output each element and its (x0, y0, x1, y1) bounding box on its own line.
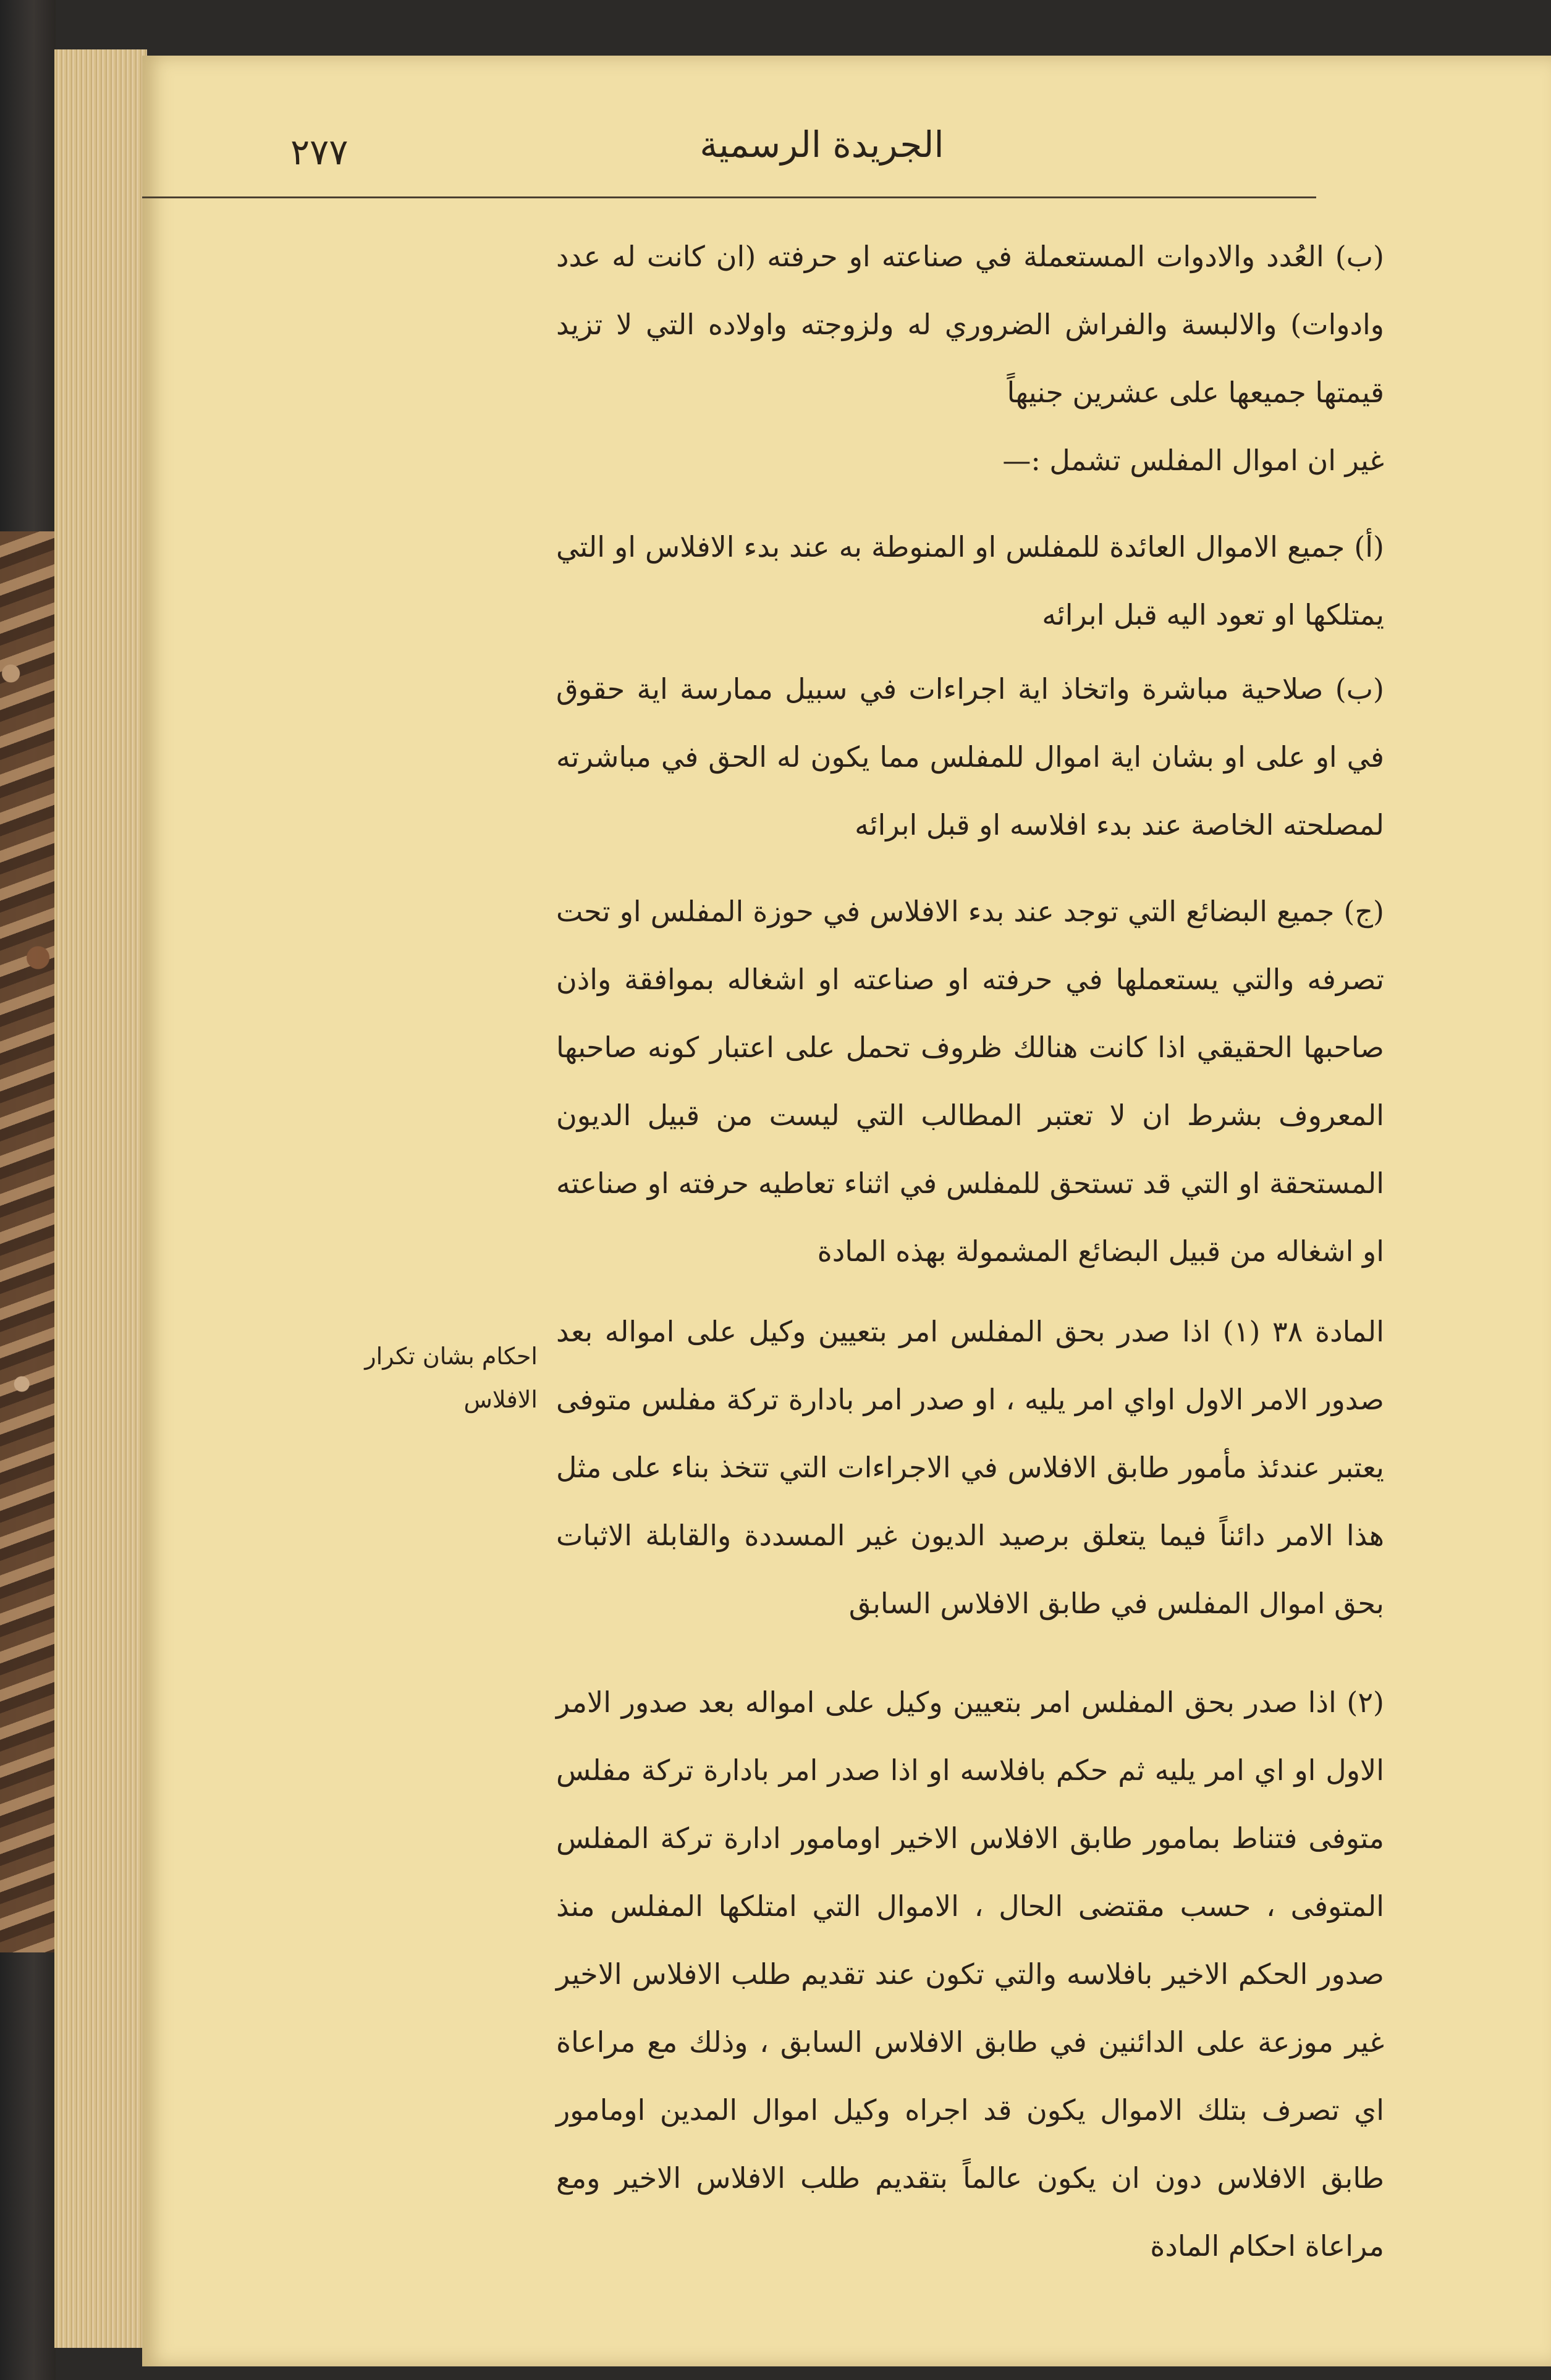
paragraph-intro: غير ان اموال المفلس تشمل :— (1002, 444, 1384, 477)
paragraph-a-property: (أ) جميع الاموال العائدة للمفلس او المنوطة به عند بدء الافلاس او التي يمتلكها او تعود اليه قبل ابرائه (556, 530, 1384, 631)
body-text-5 (556, 877, 1384, 1285)
header-rule (142, 196, 1316, 198)
body-text-1 (556, 222, 1384, 426)
paragraph-b-powers: (ب) صلاحية مباشرة واتخاذ اية اجراءات في سبيل ممارسة اية حقوق في او على او بشان اية اموال للمفلس مما يكون له الحق في مباشرته لمصلحته الخاصة عند بدء افلاسه او قبل ابرائه (556, 672, 1384, 842)
paragraph-article-38-2: (٢) اذا صدر بحق المفلس امر بتعيين وكيل على امواله بعد صدور الامر الاول او اي امر يليه ثم حكم بافلاسه او اذا صدر امر بادارة تركة مفلس متوفى فتناط بمامور طابق الافلاس الاخير اومامور ادارة تركة المفلس المتوفى ، حسب مقتضى الحال ، الاموال التي امتلكها المفلس منذ صدور الحكم الاخير بافلاسه والتي تكون عند تقديم طلب الافلاس الاخير غير موزعة على الدائنين في طابق الافلاس السابق ، وذلك مع مراعاة اي تصرف بتلك الاموال يكون قد اجراه وكيل اموال المدين اومامور طابق الافلاس دون ان يكون عالماً بتقديم طلب الافلاس الاخير ومع مراعاة احكام المادة (556, 1686, 1385, 2263)
body-text-3 (556, 513, 1384, 649)
page-stack-edge (54, 49, 147, 2348)
marbled-endpaper (0, 531, 54, 1952)
page-header-title: الجريدة الرسمية (699, 124, 944, 166)
margin-note: احكام بشان تكرار الافلاس (365, 1343, 538, 1413)
body-text-6 (556, 1298, 1384, 1637)
body-text-2 (556, 426, 1384, 494)
paragraph-c-goods: (ج) جميع البضائع التي توجد عند بدء الافلاس في حوزة المفلس او تحت تصرفه والتي يستعملها في حرفته او صناعته او اشغاله بموافقة واذن صاحبها الحقيقي اذا كانت هنالك ظروف تحمل على اعتبار كونه صاحبها المعروف بشرط ان لا تعتبر المطالب التي ليست من قبيل الديون المستحقة او التي قد تستحق للمفلس في اثناء تعاطيه حرفته او صناعته او اشغاله من قبيل البضائع المشمولة بهذه المادة (556, 895, 1384, 1268)
paragraph-article-38-1: المادة ٣٨ (١) اذا صدر بحق المفلس امر بتعيين وكيل على امواله بعد صدور الامر الاول اواي امر يليه ، او صدر امر بادارة تركة مفلس متوفى يعتبر عندئذ مأمور طابق الافلاس في الاجراءات التي تتخذ بناء على مثل هذا الامر دائناً فيما يتعلق برصيد الديون غير المسددة والقابلة الاثبات بحق اموال المفلس في طابق الافلاس السابق (556, 1315, 1384, 1620)
body-text-7 (556, 1668, 1384, 2280)
page-number: ٢٧٧ (290, 131, 349, 173)
paragraph-b-tools: (ب) العُدد والادوات المستعملة في صناعته او حرفته (ان كانت له عدد وادوات) والالبسة والفراش الضروري له ولزوجته واولاده التي لا تزيد قيمتها جميعها على عشرين جنيهاً (556, 240, 1384, 409)
body-text-4 (556, 655, 1384, 859)
